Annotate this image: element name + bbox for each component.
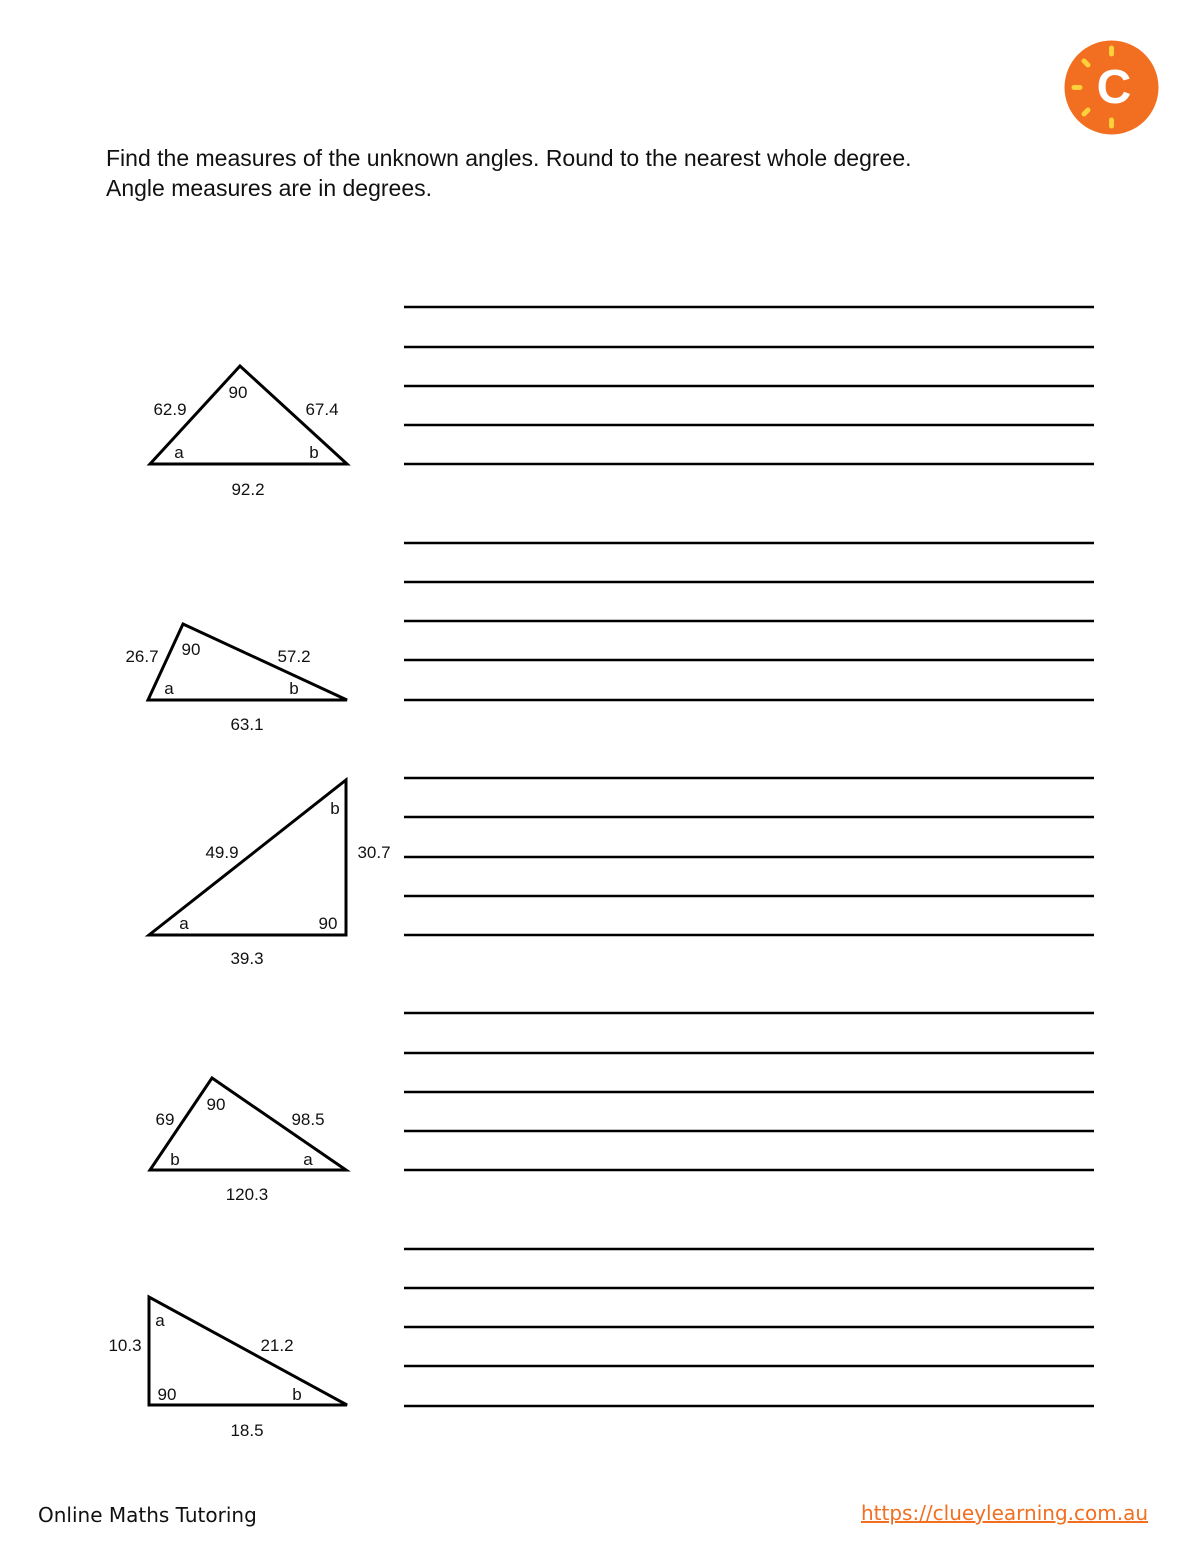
left-side-label: 69 [155, 1110, 175, 1129]
base-label: 18.5 [230, 1421, 264, 1440]
base-label: 63.1 [230, 715, 264, 734]
angle-b-label: b [309, 443, 319, 462]
problem-3 [149, 780, 391, 968]
logo-letter: C [1096, 61, 1132, 114]
left-side-label: 26.7 [125, 647, 159, 666]
right-side-label: 67.4 [305, 400, 339, 419]
base-label: 120.3 [225, 1185, 269, 1204]
problem-5 [108, 1297, 347, 1440]
answer-lines[interactable] [404, 307, 1094, 1406]
instruction-line-2: Angle measures are in degrees. [106, 175, 433, 201]
footer-website-link[interactable]: https://clueylearning.com.au [860, 1501, 1148, 1525]
right-side-label: 57.2 [277, 647, 311, 666]
problem-2 [125, 624, 347, 734]
right-side-label: 98.5 [291, 1110, 325, 1129]
right-angle-label: 90 [228, 383, 248, 402]
hypotenuse-label: 49.9 [205, 843, 239, 862]
angle-a-label: a [155, 1311, 165, 1330]
right-angle-label: 90 [206, 1095, 226, 1114]
angle-a-label: a [164, 679, 174, 698]
left-side-label: 62.9 [153, 400, 187, 419]
vertical-side-label: 30.7 [357, 843, 391, 862]
base-label: 92.2 [231, 480, 265, 499]
angle-b-label: b [289, 679, 299, 698]
triangle-5 [149, 1297, 347, 1405]
right-angle-label: 90 [318, 914, 338, 933]
angle-a-label: a [174, 443, 184, 462]
angle-b-label: b [292, 1385, 302, 1404]
hypotenuse-label: 21.2 [260, 1336, 294, 1355]
vertical-side-label: 10.3 [108, 1336, 142, 1355]
footer-tagline: Online Maths Tutoring [38, 1503, 257, 1527]
problem-1 [150, 366, 347, 499]
problem-4 [150, 1078, 346, 1204]
triangle-2 [148, 624, 347, 700]
angle-b-label: b [170, 1150, 180, 1169]
angle-b-label: b [330, 799, 340, 818]
right-angle-label: 90 [157, 1385, 177, 1404]
angle-a-label: a [303, 1150, 313, 1169]
right-angle-label: 90 [181, 640, 201, 659]
angle-a-label: a [179, 914, 189, 933]
base-label: 39.3 [230, 949, 264, 968]
instruction-line-1: Find the measures of the unknown angles. Round to the nearest whole degree. [106, 145, 912, 171]
triangle-3 [149, 780, 346, 935]
